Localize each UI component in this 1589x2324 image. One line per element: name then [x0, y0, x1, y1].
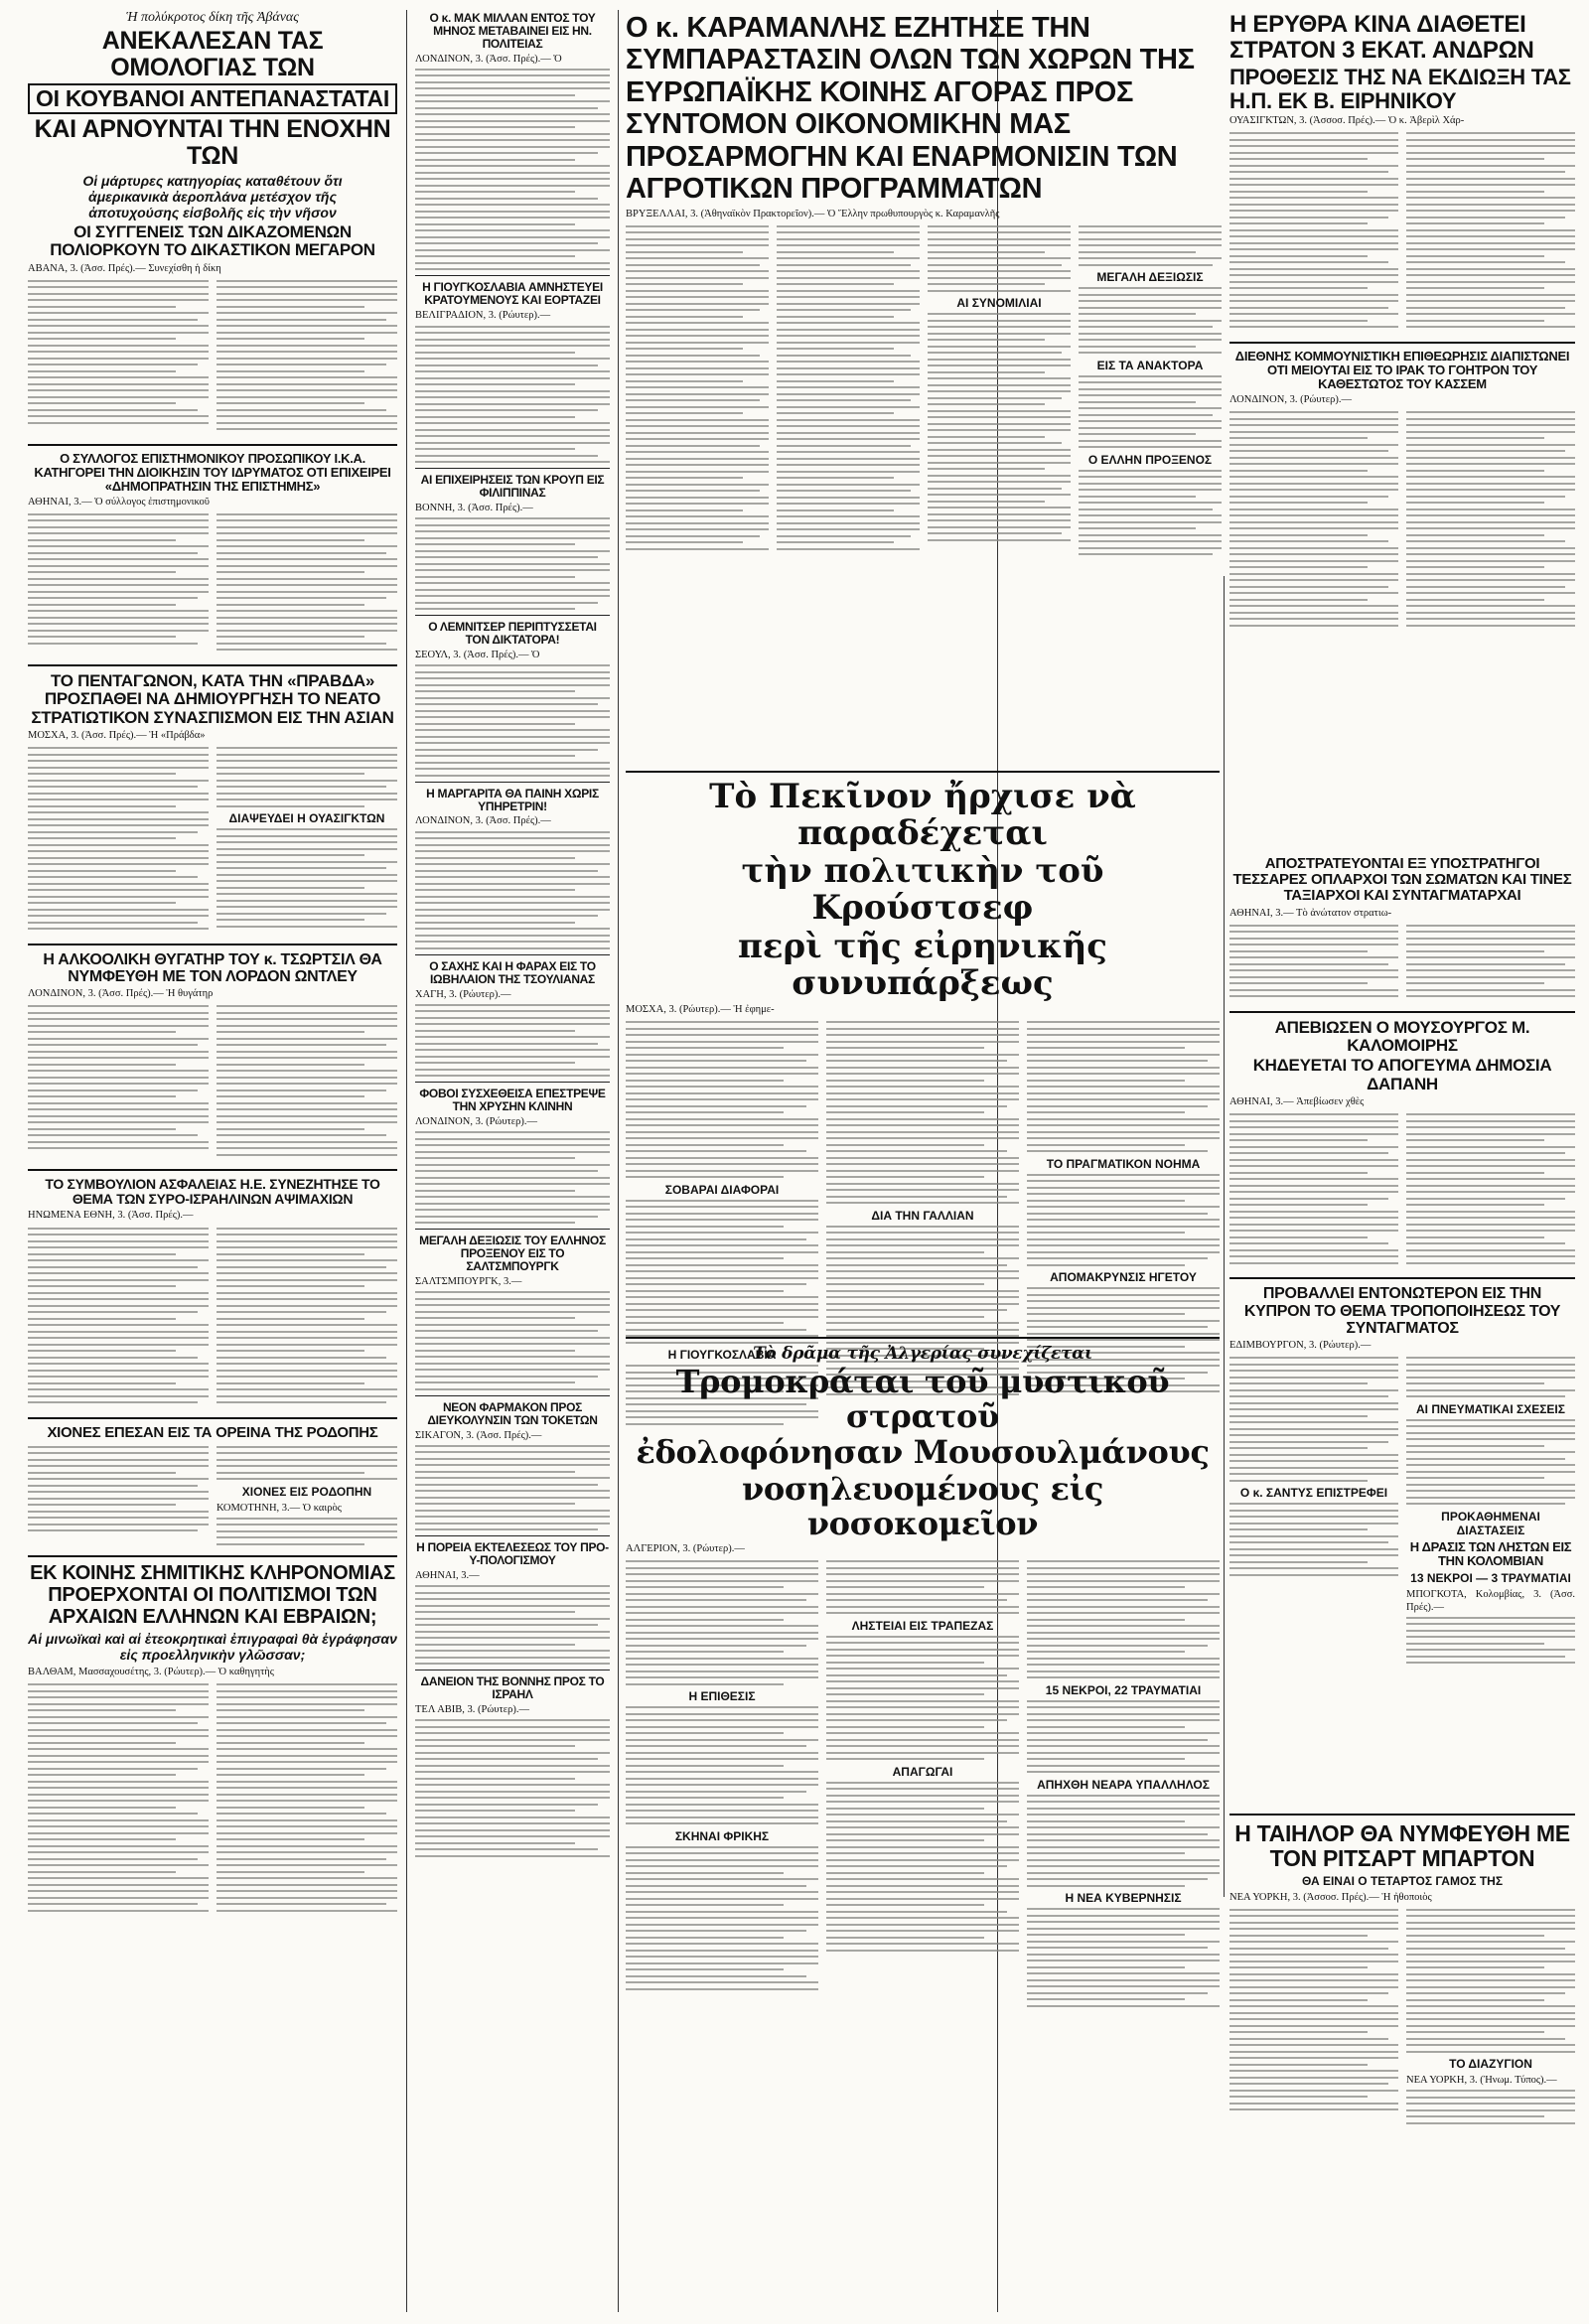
dateline: ΤΕΛ ΑΒΙΒ, 3. (Ρώυτερ).—	[415, 1704, 529, 1716]
dateline: ΝΕΑ ΥΟΡΚΗ, 3. (Ἀσσοσ. Πρές).— Ἡ ἠθοποιὸς	[1229, 1891, 1432, 1903]
dateline: ΛΟΝΔΙΝΟΝ, 3. (Ἀσσ. Πρές).— Ἡ θυγάτηρ	[28, 988, 214, 1000]
dateline: ΛΟΝΔΙΝΟΝ, 3. (Ρώυτερ).—	[1229, 394, 1353, 406]
body-text	[1229, 411, 1398, 631]
body-text	[1406, 1419, 1575, 1506]
headline-11: ΔΑΝΕΙΟΝ ΤΗΣ ΒΟΝΝΗΣ ΠΡΟΣ ΤΟ ΙΣΡΑΗΛ	[420, 1674, 605, 1702]
body-text	[1406, 2090, 1575, 2124]
dateline: ΣΕΟΥΛ, 3. (Ἀσσ. Πρές).— Ὁ	[415, 649, 540, 660]
subhead: Ο κ. ΣΑΝΤΥΣ ΕΠΙΣΤΡΕΦΕΙ	[1239, 1486, 1388, 1501]
column-rule	[618, 10, 619, 2312]
peking-headline-1: Τὸ Πεκῖνον ἤρχισε νὰ παραδέχεται	[709, 777, 1136, 853]
subhead: ΑΙ ΠΝΕΥΜΑΤΙΚΑΙ ΣΧΕΣΕΙΣ	[1416, 1401, 1565, 1416]
column-rule	[406, 10, 407, 2312]
subhead: Η ΓΙΟΥΓΚΟΣΛΑΒΙΑ	[667, 1348, 777, 1363]
body-text	[826, 1021, 1019, 1204]
body-text	[928, 313, 1071, 541]
body-text	[1027, 1560, 1220, 1678]
headline-1: Ο κ. ΜΑΚ ΜΙΛΛΑΝ ΕΝΤΟΣ ΤΟΥ ΜΗΝΟΣ ΜΕΤΑΒΑΙΝΕΙ ΕΙΣ ΗΝ. ΠΟΛΙΤΕΙΑΣ	[429, 11, 596, 51]
body-text	[217, 828, 397, 928]
headline-6: Ο ΣΑΧΗΣ ΚΑΙ Η ΦΑΡΑΧ ΕΙΣ ΤΟ ΙΩΒΗΛΑΙΟΝ ΤΗΣ ΤΣΟΥΛΙΑΝΑΣ	[429, 958, 596, 986]
body-text	[1027, 1908, 1220, 2007]
peking-headline-3: περὶ τῆς εἰρηνικῆς συνυπάρξεως	[738, 926, 1107, 1003]
taylor-headline: Η ΤΑΙΗΛΟΡ ΘΑ ΝΥΜΦΕΥΘΗ ΜΕ ΤΟΝ ΡΙΤΣΑΡΤ ΜΠΑΡΤΟΝ	[1234, 1820, 1570, 1871]
body-text	[1229, 925, 1398, 1002]
body-text	[1406, 925, 1575, 1002]
headline-9: ΝΕΟΝ ΦΑΡΜΑΚΟΝ ΠΡΟΣ ΔΙΕΥΚΟΛΥΝΣΙΝ ΤΩΝ ΤΟΚΕΤΩΝ	[427, 1399, 598, 1427]
body-text	[1406, 132, 1575, 333]
body-text	[1079, 287, 1222, 354]
body-text	[217, 1005, 397, 1160]
subhead: ΕΙΣ ΤΑ ΑΝΑΚΤΟΡΑ	[1096, 358, 1204, 372]
body-text	[1229, 132, 1398, 333]
dateline: ΑΒΑΝΑ, 3. (Ἀσσ. Πρές).— Συνεχίσθη ἡ δίκη	[28, 262, 221, 274]
headline-6: ΤΟ ΠΕΝΤΑΓΩΝΟΝ, ΚΑΤΑ ΤΗΝ «ΠΡΑΒΔΑ» ΠΡΟΣΠΑΘΕΙ ΝΑ ΔΗΜΙΟΥΡΓΗΣΗ ΤΟ ΝΕΑΤΟ ΣΤΡΑΤΙΩΤΙΚΟΝ ΣΥΝΑΣΠΙΣΜΟΝ ΕΙΣ ΤΗΝ ΑΣΙΑΝ	[31, 670, 394, 727]
dateline: ΣΑΛΤΣΜΠΟΥΡΓΚ, 3.—	[415, 1276, 522, 1288]
column-1	[28, 10, 397, 1919]
body-text	[826, 1636, 1019, 1761]
dateline: ΣΙΚΑΓΟΝ, 3. (Ἀσσ. Πρές).—	[415, 1429, 542, 1441]
headline-7: ΦΟΒΟΙ ΣΥΣΧΕΘΕΙΣΑ ΕΠΕΣΤΡΕΨΕ ΤΗΝ ΧΡΥΣΗΝ ΚΛΙΝΗΝ	[419, 1087, 606, 1114]
dateline: ΜΟΣΧΑ, 3. (Ἀσσ. Πρές).— Ἡ «Πράβδα»	[28, 729, 206, 741]
subheadline: Οἱ μάρτυρες κατηγορίας καταθέτουν ὅτι ἀμερικανικὰ ἀεροπλάνα μετέσχον τῆς ἀποτυχούσης εἰσβολῆς εἰς τὴν νῆσον	[82, 172, 343, 220]
algeria-headline-2: ἐδολοφόνησαν Μουσουλμάνους	[636, 1433, 1210, 1472]
dateline: ΝΕΑ ΥΟΡΚΗ, 3. (Ἠνωμ. Τύπος).—	[1406, 2075, 1557, 2087]
dateline: ΛΟΝΔΙΝΟΝ, 3. (Ἀσσ. Πρές).— Ὁ	[415, 53, 562, 65]
body-text	[415, 1585, 610, 1665]
lead-headline: Ο κ. ΚΑΡΑΜΑΝΛΗΣ ΕΖΗΤΗΣΕ ΤΗΝ ΣΥΜΠΑΡΑΣΤΑΣΙΝ ΟΛΩΝ ΤΩΝ ΧΩΡΩΝ ΤΗΣ ΕΥΡΩΠΑΪΚΗΣ ΚΟΙΝΗΣ ΑΓΟΡΑΣ ΠΡΟΣ ΣΥΝΤΟΜΟΝ ΟΙΚΟΝΟΜΙΚΗΝ ΜΑΣ ΠΡΟΣΑΡΜΟΓΗΝ ΚΑΙ ΕΝΑΡΜΟΝΙΣΙΝ ΤΩΝ ΑΓΡΟΤΙΚΩΝ ΠΡΟΓΡΑΜΜΑΤΩΝ	[626, 12, 1195, 206]
subhead: Η ΝΕΑ ΚΥΒΕΡΝΗΣΙΣ	[1065, 1891, 1182, 1906]
headline-funeral: ΚΗΔΕΥΕΤΑΙ ΤΟ ΑΠΟΓΕΥΜΑ ΔΗΜΟΣΙΑ ΔΑΠΑΝΗ	[1252, 1056, 1552, 1093]
dateline: ΑΘΗΝΑΙ, 3.— Ἀπεβίωσεν χθὲς	[1229, 1096, 1365, 1108]
subhead: Ο ΕΛΛΗΝ ΠΡΟΞΕΝΟΣ	[1087, 452, 1213, 467]
headline-10: ΕΚ ΚΟΙΝΗΣ ΣΗΜΙΤΙΚΗΣ ΚΛΗΡΟΝΟΜΙΑΣ ΠΡΟΕΡΧΟΝΤΑΙ ΟΙ ΠΟΛΙΤΙΣΜΟΙ ΤΩΝ ΑΡΧΑΙΩΝ ΕΛΛΗΝΩΝ ΚΑΙ ΕΒΡΑΙΩΝ;	[30, 1562, 395, 1628]
algeria-kicker: Τὸ δρᾶμα τῆς Ἀλγερίας συνεχίζεται	[753, 1344, 1092, 1364]
headline-5: Η ΜΑΡΓΑΡΙΤΑ ΘΑ ΠΑΙΝΗ ΧΩΡΙΣ ΥΠΗΡΕΤΡΙΝ!	[426, 786, 599, 813]
body-text	[1229, 1909, 1398, 2126]
subhead: ΔΙΑ ΤΗΝ ΓΑΛΛΙΑΝ	[871, 1208, 974, 1223]
dateline: ΗΝΩΜΕΝΑ ΕΘΝΗ, 3. (Ἀσσ. Πρές).—	[28, 1210, 194, 1222]
body-text	[1406, 1909, 1575, 2053]
column-5	[1229, 10, 1575, 634]
body-text	[826, 1782, 1019, 1952]
body-text	[415, 326, 610, 464]
dateline: ΑΛΓΕΡΙΟΝ, 3. (Ρώυτερ).—	[626, 1543, 745, 1555]
body-text	[217, 1683, 397, 1916]
headline-colombia: Η ΔΡΑΣΙΣ ΤΩΝ ΛΗΣΤΩΝ ΕΙΣ ΤΗΝ ΚΟΛΟΜΒΙΑΝ	[1409, 1538, 1572, 1568]
headline-4: ΟΙ ΣΥΓΓΕΝΕΙΣ ΤΩΝ ΔΙΚΑΖΟΜΕΝΩΝ ΠΟΛΙΟΡΚΟΥΝ ΤΟ ΔΙΚΑΣΤΙΚΟΝ ΜΕΓΑΡΟΝ	[50, 221, 375, 260]
headline-3: ΚΑΙ ΑΡΝΟΥΝΤΑΙ ΤΗΝ ΕΝΟΧΗΝ ΤΩΝ	[34, 114, 391, 170]
subhead: Η ΕΠΙΘΕΣΙΣ	[688, 1689, 756, 1704]
subhead: 15 ΝΕΚΡΟΙ, 22 ΤΡΑΥΜΑΤΙΑΙ	[1045, 1682, 1202, 1697]
dateline: ΑΘΗΝΑΙ, 3.— Ὁ σύλλογος ἐπιστημονικοῦ	[28, 496, 210, 508]
headline-2: Η ΓΙΟΥΓΚΟΣΛΑΒΙΑ ΑΜΝΗΣΤΕΥΕΙ ΚΡΑΤΟΥΜΕΝΟΥΣ ΚΑΙ ΕΟΡΤΑΖΕΙ	[422, 280, 603, 308]
subheadline: ΘΑ ΕΙΝΑΙ Ο ΤΕΤΑΡΤΟΣ ΓΑΜΟΣ ΤΗΣ	[1301, 1873, 1504, 1888]
column-5-middle	[1229, 854, 1575, 1669]
subhead: 13 ΝΕΚΡΟΙ — 3 ΤΡΑΥΜΑΤΙΑΙ	[1410, 1570, 1571, 1585]
headline-10: Η ΠΟΡΕΙΑ ΕΚΤΕΛΕΣΕΩΣ ΤΟΥ ΠΡΟ-Υ-ΠΟΛΟΓΙΣΜΟΥ	[416, 1540, 609, 1568]
body-text	[415, 1445, 610, 1531]
subhead: ΠΡΟΚΑΘΗΜΕΝΑΙ ΔΙΑΣΤΑΣΕΙΣ	[1441, 1509, 1540, 1537]
body-text	[28, 1446, 209, 1547]
lead-story	[626, 10, 1222, 560]
body-text	[217, 747, 397, 807]
headline-cyprus: ΠΡΟΒΑΛΛΕΙ ΕΝΤΟΝΩΤΕΡΟΝ ΕΙΣ ΤΗΝ ΚΥΠΡΟΝ ΤΟ ΘΕΜΑ ΤΡΟΠΟΠΟΙΗΣΕΩΣ ΤΟΥ ΣΥΝΤΑΓΜΑΤΟΣ	[1243, 1285, 1561, 1337]
algeria-headline-3: νοσηλευομένους εἰς νοσοκομεῖον	[741, 1470, 1104, 1542]
body-text	[626, 1200, 818, 1344]
headline-8: ΜΕΓΑΛΗ ΔΕΞΙΩΣΙΣ ΤΟΥ ΕΛΛΗΝΟΣ ΠΡΟΞΕΝΟΥ ΕΙΣ ΤΟ ΣΑΛΤΣΜΠΟΥΡΓΚ	[419, 1234, 606, 1274]
peking-headline-2: τὴν πολιτικὴν τοῦ Κρούστσεφ	[741, 851, 1104, 929]
dateline: ΒΡΥΞΕΛΛΑΙ, 3. (Ἀθηναϊκὸν Πρακτορεῖον).— Ὁ Ἕλλην πρωθυπουργὸς κ. Καραμανλῆς	[626, 208, 1000, 219]
body-text	[1406, 1113, 1575, 1268]
subhead: ΤΟ ΠΡΑΓΜΑΤΙΚΟΝ ΝΟΗΜΑ	[1046, 1156, 1201, 1171]
body-text	[626, 1706, 818, 1824]
body-text	[217, 513, 397, 655]
body-text	[415, 1131, 610, 1224]
dateline: ΜΠΟΓΚΟΤΑ, Κολομβίας, 3. (Ἀσσ. Πρές).—	[1406, 1588, 1575, 1613]
body-text	[1027, 1021, 1220, 1152]
dateline: ΛΟΝΔΙΝΟΝ, 3. (Ρώυτερ).—	[415, 1116, 538, 1128]
body-text	[626, 1846, 818, 1990]
body-text	[415, 1291, 610, 1390]
body-text	[1406, 411, 1575, 631]
headline-4: Ο ΛΕΜΝΙΤΣΕΡ ΠΕΡΙΠΤΥΣΣΕΤΑΙ ΤΟΝ ΔΙΚΤΑΤΟΡΑ!	[428, 620, 597, 647]
body-text	[415, 517, 610, 610]
dateline: ΛΟΝΔΙΝΟΝ, 3. (Ἀσσ. Πρές).—	[415, 815, 551, 827]
body-text	[28, 513, 209, 655]
body-text	[28, 1683, 209, 1916]
dateline: ΧΑΓΗ, 3. (Ρώυτερ).—	[415, 988, 511, 1000]
subhead: ΑΠΟΜΑΚΡΥΝΣΙΣ ΗΓΕΤΟΥ	[1050, 1270, 1197, 1285]
subheadline: Αἱ μινωϊκαὶ καὶ αἱ ἐτεοκρητικαὶ ἐπιγραφαὶ θὰ ἐγράφησαν εἰς προελληνικὴν γλῶσσαν;	[28, 1631, 397, 1664]
headline-8: ΤΟ ΣΥΜΒΟΥΛΙΟΝ ΑΣΦΑΛΕΙΑΣ Η.Ε. ΣΥΝΕΖΗΤΗΣΕ ΤΟ ΘΕΜΑ ΤΩΝ ΣΥΡΟ-ΙΣΡΑΗΛΙΝΩΝ ΑΨΙΜΑΧΙΩΝ	[45, 1176, 380, 1208]
column-2	[415, 10, 610, 1861]
headline-9: ΧΙΟΝΕΣ ΕΠΕΣΑΝ ΕΙΣ ΤΑ ΟΡΕΙΝΑ ΤΗΣ ΡΟΔΟΠΗΣ	[47, 1423, 378, 1441]
body-text	[928, 225, 1071, 292]
subhead: ΣΚΗΝΑΙ ΦΡΙΚΗΣ	[674, 1828, 770, 1843]
headline-iraq: ΔΙΕΘΝΗΣ ΚΟΜΜΟΥΝΙΣΤΙΚΗ ΕΠΙΘΕΩΡΗΣΙΣ ΔΙΑΠΙΣΤΩΝΕΙ ΟΤΙ ΜΕΙΟΥΤΑΙ ΕΙΣ ΤΟ ΙΡΑΚ ΤΟ ΓΟΗΤΡΟΝ ΤΟΥ ΚΑΘΕΣΤΩΤΟΣ ΤΟΥ ΚΑΣΣΕΜ	[1234, 348, 1570, 391]
body-text	[626, 1021, 818, 1178]
body-text	[415, 664, 610, 777]
subhead: ΑΠΗΧΘΗ ΝΕΑΡΑ ΥΠΑΛΛΗΛΟΣ	[1037, 1777, 1210, 1792]
body-text	[415, 831, 610, 949]
column-rule	[1224, 576, 1225, 1897]
body-text	[1229, 1113, 1398, 1268]
headline-1: ΑΝΕΚΑΛΕΣΑΝ ΤΑΣ ΟΜΟΛΟΓΙΑΣ ΤΩΝ	[101, 27, 324, 81]
headline-5: Ο ΣΥΛΛΟΓΟΣ ΕΠΙΣΤΗΜΟΝΙΚΟΥ ΠΡΟΣΩΠΙΚΟΥ Ι.Κ.Α. ΚΑΤΗΓΟΡΕΙ ΤΗΝ ΔΙΟΙΚΗΣΙΝ ΤΟΥ ΙΔΡΥΜΑΤΟΣ ΟΤΙ ΕΠΙΧΕΙΡΕΙ «ΔΗΜΟΠΡΑΤΗΣΙΝ ΤΗΣ ΕΠΙΣΤΗΜΗΣ»	[34, 450, 391, 494]
body-text	[415, 1719, 610, 1857]
subhead: ΑΠΑΓΩΓΑΙ	[892, 1764, 953, 1779]
dateline: ΟΥΑΣΙΓΚΤΩΝ, 3. (Ἀσσοσ. Πρές).— Ὁ κ. Ἀβερὶλ Χάρ-	[1229, 115, 1465, 127]
body-text	[1229, 1503, 1398, 1576]
body-text	[217, 280, 397, 435]
subhead: ΔΙΑΨΕΥΔΕΙ Η ΟΥΑΣΙΓΚΤΩΝ	[228, 811, 385, 826]
body-text	[1027, 1174, 1220, 1266]
dateline: ΒΟΝΝΗ, 3. (Ἀσσ. Πρές).—	[415, 502, 533, 513]
body-text	[28, 747, 209, 935]
body-text	[217, 1446, 397, 1481]
dateline: ΒΕΛΙΓΡΑΔΙΟΝ, 3. (Ρώυτερ).—	[415, 310, 551, 322]
dateline: ΑΘΗΝΑΙ, 3.— Τὸ ἀνώτατον στρατιω-	[1229, 907, 1392, 919]
headline-7: Η ΑΛΚΟΟΛΙΚΗ ΘΥΓΑΤΗΡ ΤΟΥ κ. ΤΣΩΡΤΣΙΛ ΘΑ ΝΥΜΦΕΥΘΗ ΜΕ ΤΟΝ ΛΟΡΔΟΝ ΩΝΤΛΕΥ	[43, 950, 382, 985]
body-text	[28, 1005, 209, 1160]
dateline: ΒΑΛΘΑΜ, Μασσαχουσέτης, 3. (Ρώυτερ).— Ὁ καθηγητὴς	[28, 1667, 274, 1678]
body-text	[626, 1560, 818, 1685]
taylor-story	[1229, 1808, 1575, 2128]
body-text	[1229, 1357, 1398, 1482]
body-text	[1027, 1700, 1220, 1774]
headline-red-china: Η ΕΡΥΘΡΑ ΚΙΝΑ ΔΙΑΘΕΤΕΙ ΣΤΡΑΤΟΝ 3 ΕΚΑΤ. ΑΝΔΡΩΝ	[1229, 11, 1534, 64]
body-text	[415, 69, 610, 271]
subhead: ΛΗΣΤΕΙΑΙ ΕΙΣ ΤΡΑΠΕΖΑΣ	[851, 1618, 994, 1633]
headline-pacific: ΠΡΟΘΕΣΙΣ ΤΗΣ ΝΑ ΕΚΔΙΩΞΗ ΤΑΣ Η.Π. ΕΚ Β. ΕΙΡΗΝΙΚΟΥ	[1229, 64, 1571, 113]
algeria-headline-1: Τρομοκράται τοῦ μυστικοῦ στρατοῦ	[675, 1363, 1170, 1435]
body-text	[28, 1228, 209, 1408]
headline-3: ΑΙ ΕΠΙΧΕΙΡΗΣΕΙΣ ΤΩΝ ΚΡΟΥΠ ΕΙΣ ΦΙΛΙΠΠΙΝΑΣ	[420, 473, 605, 500]
body-text	[777, 225, 920, 557]
body-text	[415, 1004, 610, 1078]
headline-2: ΟΙ ΚΟΥΒΑΝΟΙ ΑΝΤΕΠΑΝΑΣΤΑΤΑΙ	[28, 83, 397, 114]
body-text	[1079, 225, 1222, 266]
body-text	[1406, 1617, 1575, 1665]
body-text	[1079, 375, 1222, 449]
subhead: ΤΟ ΔΙΑΖΥΓΙΟΝ	[1449, 2057, 1532, 2072]
body-text	[1027, 1795, 1220, 1887]
body-text	[826, 1560, 1019, 1614]
dateline: ΕΔΙΜΒΟΥΡΓΟΝ, 3. (Ρώυτερ).—	[1229, 1340, 1372, 1352]
dateline: ΑΘΗΝΑΙ, 3.—	[415, 1570, 480, 1582]
body-text	[1079, 470, 1222, 556]
dateline: ΚΟΜΟΤΗΝΗ, 3.— Ὁ καιρὸς	[217, 1502, 342, 1514]
body-text	[1406, 1357, 1575, 1397]
algeria-story	[626, 1331, 1220, 2011]
subhead: ΜΕΓΑΛΗ ΔΕΞΙΩΣΙΣ	[1096, 270, 1204, 285]
dateline: ΜΟΣΧΑ, 3. (Ρώυτερ).— Ἡ ἐφημε-	[626, 1004, 775, 1016]
subhead: ΑΙ ΣΥΝΟΜΙΛΙΑΙ	[956, 296, 1042, 311]
headline-generals: ΑΠΟΣΤΡΑΤΕΥΟΝΤΑΙ ΕΞ ΥΠΟΣΤΡΑΤΗΓΟΙ ΤΕΣΣΑΡΕΣ ΟΠΛΑΡΧΟΙ ΤΩΝ ΣΩΜΑΤΩΝ ΚΑΙ ΤΙΝΕΣ ΤΑΞΙΑΡΧΟΙ ΚΑΙ ΣΥΝΤΑΓΜΑΤΑΡΧΑΙ	[1232, 855, 1572, 905]
body-text	[28, 280, 209, 435]
subhead: ΣΟΒΑΡΑΙ ΔΙΑΦΟΡΑΙ	[664, 1182, 780, 1197]
body-text	[626, 225, 769, 557]
kicker: Ἡ πολύκροτος δίκη τῆς Ἀβάνας	[126, 10, 299, 25]
headline-kalomiris: ΑΠΕΒΙΩΣΕΝ Ο ΜΟΥΣΟΥΡΓΟΣ Μ. ΚΑΛΟΜΟΙΡΗΣ	[1274, 1017, 1530, 1056]
subhead: ΧΙΟΝΕΣ ΕΙΣ ΡΟΔΟΠΗΝ	[241, 1484, 372, 1499]
body-text	[217, 1228, 397, 1408]
body-text	[217, 1518, 397, 1545]
